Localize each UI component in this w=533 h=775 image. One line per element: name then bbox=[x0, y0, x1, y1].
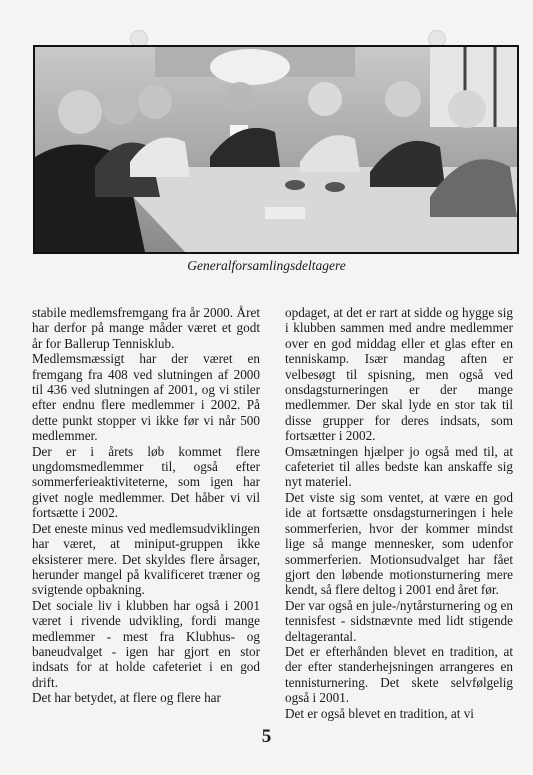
paragraph: Det er også blevet en tradition, at vi bbox=[285, 705, 474, 721]
text-column-left bbox=[32, 305, 260, 706]
paragraph: opdaget, at det er rart at sidde og hygge sig i klubben sammen med andre medlemmer over en god middag eller et glas efter en tenniskamp. Især mandag aften er velbesøgt til spisning, men også ved onsdagsturneringen er der mange medlemmer. Der skal lyde en stor tak til disse grupper for deres indsats, som fortsætter i 2002. bbox=[285, 305, 513, 444]
paragraph: Der er i årets løb kommet flere ungdomsmedlemmer til, også efter sommerferieaktiviteterne, som igen har givet nogle medlemmer. Det håber vi vil fortsætte i 2002. bbox=[32, 443, 260, 521]
paragraph: stabile medlemsfremgang fra år 2000. Året har derfor på mange måder været et godt år for Ballerup Tennisklub. bbox=[32, 305, 260, 351]
paragraph: Det har betydet, at flere og flere har bbox=[32, 690, 221, 706]
meeting-photo bbox=[33, 45, 519, 254]
paragraph: Der var også en jule-/nytårsturnering og en tennisfest - sidstnævnte med lidt stigende deltagerantal. bbox=[285, 597, 513, 644]
paragraph: Det er efterhånden blevet en tradition, at der efter standerhejsningen arrangeres en tennisturnering. Det skete selvfølgelig også i 2001. bbox=[285, 643, 513, 706]
paragraph: Medlemsmæssigt har der været en fremgang fra 408 ved slutningen af 2000 til 436 ved slutningen af 2001, og vi stiler efter endnu flere medlemmer i 2002. På dette punkt stopper vi ikke før vi når 500 medlemmer. bbox=[32, 351, 260, 444]
page-number: 5 bbox=[261, 726, 272, 747]
paragraph: Det viste sig som ventet, at være en god ide at fortsætte onsdagsturneringen i hele sommerferien, hvor der kommer mindst lige så mange mennesker, som udenfor sommerferien. Motionsudvalget har fået gjort den løbende motionsturnering mere kendt, så flere deltog i 2001 end året før. bbox=[285, 489, 513, 598]
paragraph: Omsætningen hjælper jo også med til, at cafeteriet til alles bedste kan anskaffe sig nyt materiel. bbox=[285, 443, 513, 490]
photo-caption: Generalforsamlingsdeltagere bbox=[187, 258, 346, 273]
text-column-right bbox=[285, 305, 513, 721]
paragraph: Det sociale liv i klubben har også i 2001 været i rivende udvikling, fordi mange medlemmer - mest fra Klubhus- og baneudvalget - igen har gjort en stor indsats for at holde cafeteriet i en god drift. bbox=[32, 597, 260, 690]
paragraph: Det eneste minus ved medlemsudviklingen har været, at miniput-gruppen ikke eksisterer mere. Det skyldes flere årsager, herunder mangel på kvalificeret træner og svigtende opbakning. bbox=[32, 520, 260, 598]
